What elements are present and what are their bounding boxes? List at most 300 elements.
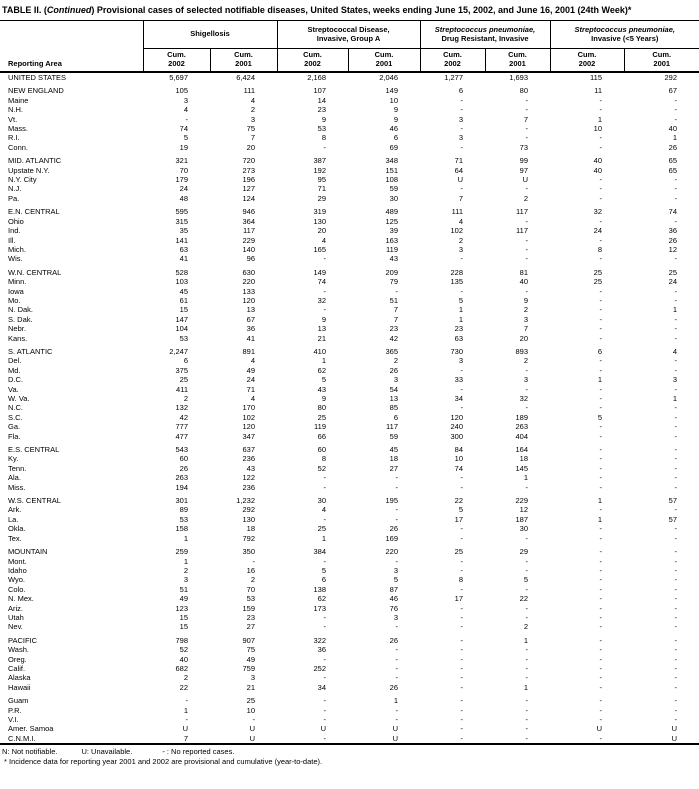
- value-cell: 62: [317, 365, 327, 375]
- value-cell: 165: [313, 244, 327, 254]
- reporting-area-cell: R.I.: [8, 133, 20, 143]
- value-cell: 21: [317, 333, 327, 343]
- value-cell: -: [460, 184, 464, 194]
- value-cell: 111: [451, 207, 464, 217]
- value-cell: 99: [519, 156, 529, 166]
- value-cell: -: [525, 673, 529, 683]
- value-cell: 17: [454, 514, 464, 524]
- value-cell: -: [674, 384, 678, 394]
- value-cell: -: [674, 663, 678, 673]
- value-cell: 120: [242, 295, 256, 305]
- value-cell: -: [460, 124, 464, 134]
- value-cell: -: [460, 682, 464, 692]
- reporting-area-cell: Md.: [8, 365, 21, 375]
- value-cell: -: [674, 463, 678, 473]
- value-cell: 2: [523, 356, 529, 366]
- value-cell: 236: [242, 482, 256, 492]
- value-cell: 36: [668, 226, 678, 236]
- value-cell: 40: [179, 654, 188, 664]
- value-cell: 319: [313, 207, 327, 217]
- value-cell: 220: [385, 547, 399, 557]
- value-cell: -: [395, 705, 399, 715]
- footnote-n: N: Not notifiable.: [2, 747, 58, 757]
- table-row: [0, 645, 699, 654]
- table-row: [0, 473, 699, 482]
- value-cell: -: [599, 95, 603, 105]
- reporting-area-cell: Ind.: [8, 226, 21, 236]
- reporting-area-cell: Miss.: [8, 482, 26, 492]
- value-cell: 2: [250, 575, 256, 585]
- table-row: [0, 673, 699, 682]
- value-cell: 3: [393, 375, 399, 385]
- table-row: [0, 143, 699, 152]
- value-cell: 33: [454, 375, 464, 385]
- value-cell: 259: [175, 547, 188, 557]
- value-cell: 3: [458, 244, 464, 254]
- value-cell: 32: [519, 394, 529, 403]
- value-cell: -: [395, 556, 399, 566]
- value-cell: -: [525, 654, 529, 664]
- value-cell: 84: [454, 445, 464, 455]
- value-cell: 25: [593, 277, 603, 287]
- value-cell: 123: [175, 603, 188, 613]
- value-cell: -: [395, 622, 399, 632]
- value-cell: -: [599, 133, 603, 143]
- value-cell: -: [525, 584, 529, 594]
- value-cell: -: [323, 673, 327, 683]
- subheader-cum-2001: Cum. 2001: [348, 49, 420, 73]
- value-cell: 2: [458, 235, 464, 245]
- value-cell: 12: [668, 244, 678, 254]
- value-cell: -: [674, 715, 678, 724]
- value-cell: 70: [179, 165, 188, 175]
- value-cell: 53: [317, 124, 327, 134]
- table-row: [0, 115, 699, 124]
- value-cell: -: [674, 524, 678, 534]
- value-cell: 120: [450, 412, 464, 422]
- value-cell: -: [674, 673, 678, 683]
- value-cell: -: [599, 286, 603, 296]
- value-cell: 7: [458, 193, 464, 203]
- value-cell: -: [395, 715, 399, 724]
- value-cell: 20: [519, 333, 529, 343]
- value-cell: -: [395, 482, 399, 492]
- value-cell: 194: [175, 482, 188, 492]
- value-cell: -: [460, 254, 464, 264]
- table-row: [0, 547, 699, 556]
- value-cell: 2,168: [307, 73, 327, 82]
- value-cell: -: [599, 575, 603, 585]
- value-cell: 263: [515, 422, 529, 432]
- title-continued: Continued: [46, 5, 92, 15]
- value-cell: 62: [317, 594, 327, 604]
- table-row: [0, 534, 699, 543]
- value-cell: 2,247: [169, 346, 188, 356]
- reporting-area-cell: Wash.: [8, 645, 29, 655]
- value-cell: 49: [246, 365, 256, 375]
- value-cell: 127: [242, 184, 256, 194]
- value-cell: 21: [246, 682, 256, 692]
- reporting-area-cell: Mich.: [8, 244, 26, 254]
- value-cell: 132: [175, 403, 188, 413]
- value-cell: 13: [389, 394, 399, 403]
- value-cell: 252: [313, 663, 327, 673]
- subheader-cum-2002: Cum. 2002: [420, 49, 485, 73]
- value-cell: 10: [246, 705, 256, 715]
- value-cell: 85: [389, 403, 399, 413]
- value-cell: 76: [389, 603, 399, 613]
- reporting-area-cell: Guam: [8, 696, 29, 706]
- table-row: [0, 636, 699, 645]
- value-cell: 74: [179, 124, 188, 134]
- value-cell: -: [599, 403, 603, 413]
- value-cell: 24: [246, 375, 256, 385]
- value-cell: -: [674, 431, 678, 441]
- value-cell: 384: [313, 547, 327, 557]
- value-cell: 3: [458, 356, 464, 366]
- value-cell: -: [599, 105, 603, 115]
- table-row: [0, 194, 699, 203]
- table-row: [0, 86, 699, 95]
- reporting-area-cell: Upstate N.Y.: [8, 165, 50, 175]
- reporting-area-cell: Tenn.: [8, 463, 27, 473]
- value-cell: 195: [385, 496, 399, 506]
- value-cell: 111: [243, 86, 256, 96]
- value-cell: -: [395, 286, 399, 296]
- value-cell: 1: [523, 635, 529, 645]
- value-cell: -: [460, 524, 464, 534]
- value-cell: 32: [317, 295, 327, 305]
- value-cell: 20: [317, 226, 327, 236]
- value-cell: 946: [242, 207, 256, 217]
- reporting-area-cell: Calif.: [8, 663, 26, 673]
- value-cell: -: [525, 124, 529, 134]
- column-group-shigellosis: [143, 21, 277, 49]
- value-cell: 5: [458, 505, 464, 515]
- value-cell: U: [392, 733, 399, 743]
- value-cell: 26: [389, 524, 399, 534]
- value-cell: 6: [183, 356, 188, 366]
- value-cell: 891: [242, 346, 256, 356]
- value-cell: -: [599, 482, 603, 492]
- value-cell: 4: [250, 356, 256, 366]
- group-name-line1: Streptococcus pneumoniae,: [574, 25, 675, 34]
- value-cell: 75: [246, 124, 256, 134]
- value-cell: 1: [672, 305, 678, 315]
- value-cell: 477: [175, 431, 188, 441]
- reporting-area-cell: Alaska: [8, 673, 31, 683]
- reporting-area-cell: Mont.: [8, 556, 27, 566]
- value-cell: 43: [389, 254, 399, 264]
- value-cell: 6: [393, 133, 399, 143]
- value-cell: 149: [385, 86, 399, 96]
- value-cell: -: [395, 673, 399, 683]
- table-row: [0, 622, 699, 631]
- value-cell: 60: [179, 454, 188, 464]
- value-cell: -: [674, 114, 678, 124]
- table-row: [0, 334, 699, 343]
- value-cell: -: [460, 612, 464, 622]
- value-cell: 187: [515, 514, 529, 524]
- value-cell: 34: [454, 394, 464, 403]
- value-cell: 22: [519, 594, 529, 604]
- value-cell: -: [460, 384, 464, 394]
- value-cell: -: [460, 715, 464, 724]
- value-cell: 52: [179, 645, 188, 655]
- table-row: [0, 156, 699, 165]
- value-cell: 25: [317, 524, 327, 534]
- table-row: [0, 296, 699, 305]
- value-cell: 1: [672, 133, 678, 143]
- value-cell: -: [323, 715, 327, 724]
- value-cell: -: [525, 244, 529, 254]
- table-row: [0, 575, 699, 584]
- table-row: [0, 226, 699, 235]
- value-cell: 2: [250, 105, 256, 115]
- value-cell: 48: [179, 193, 188, 203]
- table-title: [0, 5, 699, 20]
- value-cell: 5: [458, 295, 464, 305]
- reporting-area-cell: Hawaii: [8, 682, 31, 692]
- column-group-header-row: [0, 21, 699, 49]
- value-cell: 45: [389, 445, 399, 455]
- value-cell: -: [460, 696, 464, 706]
- value-cell: 59: [389, 184, 399, 194]
- value-cell: -: [525, 133, 529, 143]
- value-cell: 301: [175, 496, 188, 506]
- value-cell: -: [674, 356, 678, 366]
- value-cell: -: [674, 556, 678, 566]
- value-cell: -: [674, 547, 678, 557]
- footnote-incidence: * Incidence data for reporting year 2001 and 2002 are provisional and cumulative (year-to-date).: [4, 756, 323, 766]
- value-cell: 119: [386, 244, 399, 254]
- value-cell: 2: [183, 394, 188, 403]
- table-row: [0, 385, 699, 394]
- value-cell: 23: [317, 105, 327, 115]
- value-cell: -: [599, 254, 603, 264]
- value-cell: 51: [389, 295, 399, 305]
- footnote-symbols-line: [2, 747, 699, 757]
- reporting-area-cell: NEW ENGLAND: [8, 86, 64, 96]
- value-cell: 169: [385, 533, 399, 543]
- value-cell: 26: [179, 463, 188, 473]
- value-cell: 220: [242, 277, 256, 287]
- reporting-area-cell: Iowa: [8, 286, 24, 296]
- table-row: [0, 483, 699, 492]
- value-cell: 2: [523, 305, 529, 315]
- value-cell: 263: [175, 473, 188, 483]
- value-cell: -: [599, 612, 603, 622]
- table-row: [0, 287, 699, 296]
- value-cell: 141: [175, 235, 188, 245]
- value-cell: 87: [389, 584, 399, 594]
- reporting-area-cell: La.: [8, 514, 19, 524]
- table-row: [0, 277, 699, 286]
- subheader-cum-2002: Cum. 2002: [550, 49, 624, 73]
- value-cell: 292: [664, 73, 678, 82]
- value-cell: 6,424: [236, 73, 256, 82]
- value-cell: 17: [454, 594, 464, 604]
- value-cell: 105: [175, 86, 188, 96]
- table-row: [0, 413, 699, 422]
- value-cell: 3: [458, 114, 464, 124]
- value-cell: 1: [672, 394, 678, 403]
- value-cell: -: [460, 622, 464, 632]
- table-row: [0, 324, 699, 333]
- value-cell: -: [460, 473, 464, 483]
- value-cell: -: [599, 635, 603, 645]
- value-cell: 35: [179, 226, 188, 236]
- value-cell: 46: [389, 594, 399, 604]
- value-cell: -: [525, 533, 529, 543]
- value-cell: 1: [321, 356, 327, 366]
- value-cell: 147: [175, 314, 188, 324]
- table-row: [0, 184, 699, 193]
- reporting-area-cell: E.N. CENTRAL: [8, 207, 60, 217]
- reporting-area-cell: Ky.: [8, 454, 19, 464]
- value-cell: -: [525, 184, 529, 194]
- value-cell: -: [599, 235, 603, 245]
- value-cell: 104: [175, 324, 188, 334]
- value-cell: 229: [515, 496, 529, 506]
- value-cell: 49: [246, 654, 256, 664]
- value-cell: 10: [389, 95, 399, 105]
- value-cell: -: [599, 175, 603, 185]
- value-cell: 5,697: [169, 73, 188, 82]
- value-cell: 80: [519, 86, 529, 96]
- table-row: [0, 604, 699, 613]
- value-cell: 777: [175, 422, 188, 432]
- footnote-dash: - : No reported cases.: [162, 747, 235, 757]
- value-cell: U: [320, 724, 327, 734]
- value-cell: 34: [317, 682, 327, 692]
- table-row: [0, 175, 699, 184]
- value-cell: -: [599, 324, 603, 334]
- value-cell: -: [674, 286, 678, 296]
- value-cell: -: [599, 422, 603, 432]
- reporting-area-cell: Ga.: [8, 422, 21, 432]
- value-cell: 3: [523, 375, 529, 385]
- reporting-area-cell: Va.: [8, 384, 19, 394]
- reporting-area-cell: Ark.: [8, 505, 22, 515]
- value-cell: 18: [389, 454, 399, 464]
- value-cell: 4: [321, 505, 327, 515]
- table-row: [0, 557, 699, 566]
- value-cell: 64: [454, 165, 464, 175]
- value-cell: 5: [321, 565, 327, 575]
- value-cell: 2: [523, 622, 529, 632]
- value-cell: -: [460, 565, 464, 575]
- value-cell: -: [525, 724, 529, 734]
- value-cell: 630: [242, 267, 256, 277]
- value-cell: 192: [313, 165, 327, 175]
- table-row: [0, 254, 699, 263]
- value-cell: -: [395, 505, 399, 515]
- value-cell: 10: [454, 454, 464, 464]
- value-cell: -: [323, 705, 327, 715]
- table-row: [0, 432, 699, 441]
- table-row: [0, 217, 699, 226]
- value-cell: 3: [672, 375, 678, 385]
- value-cell: 115: [590, 73, 603, 82]
- table-row: [0, 664, 699, 673]
- reporting-area-cell: Amer. Samoa: [8, 724, 54, 734]
- value-cell: -: [599, 454, 603, 464]
- value-cell: 7: [250, 133, 256, 143]
- value-cell: 3: [250, 114, 256, 124]
- value-cell: 209: [385, 267, 399, 277]
- value-cell: 4: [250, 95, 256, 105]
- value-cell: -: [599, 654, 603, 664]
- value-cell: -: [460, 95, 464, 105]
- value-cell: 40: [668, 124, 678, 134]
- value-cell: 124: [242, 193, 256, 203]
- value-cell: 543: [175, 445, 188, 455]
- table-row: [0, 375, 699, 384]
- value-cell: -: [525, 696, 529, 706]
- value-cell: 26: [389, 682, 399, 692]
- value-cell: -: [599, 663, 603, 673]
- value-cell: 29: [519, 547, 529, 557]
- value-cell: 30: [317, 496, 327, 506]
- value-cell: 102: [450, 226, 464, 236]
- value-cell: 236: [242, 454, 256, 464]
- value-cell: 292: [242, 505, 256, 515]
- value-cell: 20: [246, 142, 256, 152]
- table-row: [0, 515, 699, 524]
- value-cell: 18: [519, 454, 529, 464]
- value-cell: 74: [668, 207, 678, 217]
- value-cell: 759: [242, 663, 256, 673]
- value-cell: -: [525, 556, 529, 566]
- value-cell: -: [599, 733, 603, 743]
- value-cell: 120: [242, 422, 256, 432]
- value-cell: 4: [458, 216, 464, 226]
- value-cell: 3: [393, 612, 399, 622]
- value-cell: -: [599, 622, 603, 632]
- value-cell: 4: [321, 235, 327, 245]
- value-cell: 125: [385, 216, 399, 226]
- value-cell: 730: [450, 346, 464, 356]
- value-cell: 1,693: [509, 73, 529, 82]
- value-cell: -: [460, 603, 464, 613]
- value-cell: 66: [317, 431, 327, 441]
- value-cell: -: [674, 533, 678, 543]
- value-cell: -: [599, 365, 603, 375]
- group-name-line2: Shigellosis: [190, 29, 230, 39]
- reporting-area-cell: D.C.: [8, 375, 23, 385]
- table-row: [0, 566, 699, 575]
- value-cell: 22: [179, 682, 188, 692]
- value-cell: -: [599, 142, 603, 152]
- subheader-cum-2001: Cum. 2001: [485, 49, 550, 73]
- value-cell: -: [525, 715, 529, 724]
- reporting-area-cell: N.J.: [8, 184, 22, 194]
- value-cell: -: [525, 733, 529, 743]
- value-cell: -: [599, 295, 603, 305]
- value-cell: 36: [317, 645, 327, 655]
- reporting-area-cell: Mo.: [8, 295, 21, 305]
- reporting-area-cell: Tex.: [8, 533, 22, 543]
- table-row: [0, 613, 699, 622]
- value-cell: -: [460, 663, 464, 673]
- subheader-cum-2001: Cum. 2001: [624, 49, 699, 73]
- value-cell: U: [671, 724, 678, 734]
- value-cell: -: [674, 575, 678, 585]
- value-cell: -: [674, 705, 678, 715]
- table-row: [0, 734, 699, 744]
- value-cell: -: [599, 594, 603, 604]
